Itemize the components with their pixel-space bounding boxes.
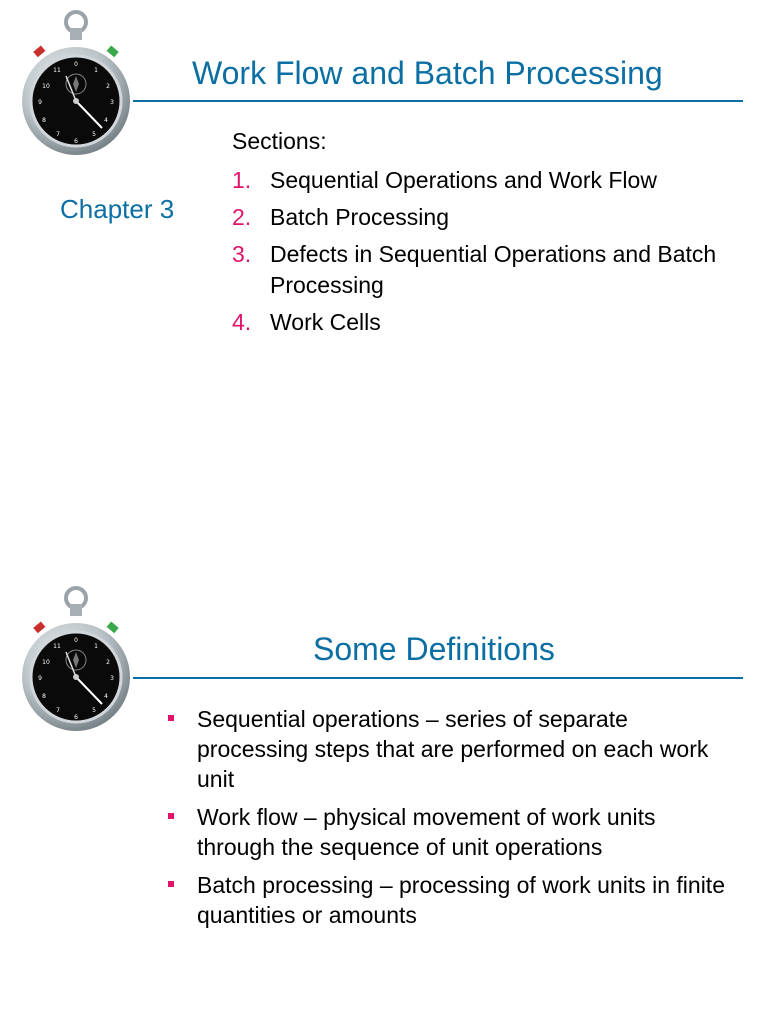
sections-heading: Sections:	[232, 128, 327, 154]
svg-text:9: 9	[38, 675, 42, 682]
list-item	[168, 704, 738, 794]
svg-text:5: 5	[92, 131, 96, 138]
svg-text:7: 7	[56, 131, 60, 138]
sections-list	[232, 165, 732, 344]
item-text: Sequential Operations and Work Flow	[270, 167, 657, 193]
item-number: 1.	[232, 167, 252, 193]
svg-text:3: 3	[110, 675, 114, 682]
svg-text:2: 2	[106, 659, 110, 666]
svg-text:7: 7	[56, 707, 60, 714]
svg-text:9: 9	[38, 99, 42, 106]
slide-title: Some Definitions	[313, 631, 555, 667]
svg-text:6: 6	[74, 138, 78, 145]
item-text: Batch processing – processing of work units in finite quantities or amounts	[197, 872, 725, 928]
list-item	[232, 165, 732, 196]
bullet-icon	[168, 881, 174, 887]
bullet-icon	[168, 813, 174, 819]
svg-text:1: 1	[94, 643, 98, 650]
item-number: 2.	[232, 204, 252, 230]
item-text: Work Cells	[270, 309, 381, 335]
item-text: Sequential operations – series of separate processing steps that are performed on each work unit	[197, 706, 709, 792]
svg-text:5: 5	[92, 707, 96, 714]
title-divider	[133, 677, 743, 679]
svg-text:4: 4	[104, 693, 108, 700]
item-text: Defects in Sequential Operations and Batch Processing	[270, 241, 717, 298]
item-number: 4.	[232, 309, 252, 335]
svg-text:8: 8	[42, 117, 46, 124]
item-text: Batch Processing	[270, 204, 449, 230]
list-item	[168, 802, 738, 862]
svg-text:8: 8	[42, 693, 46, 700]
title-divider	[133, 100, 743, 102]
item-number: 3.	[232, 241, 252, 267]
svg-text:3: 3	[110, 99, 114, 106]
svg-text:10: 10	[42, 83, 50, 90]
stopwatch-icon	[20, 10, 132, 160]
item-text: Work flow – physical movement of work units through the sequence of unit operations	[197, 804, 656, 860]
bullet-icon	[168, 715, 174, 721]
list-item	[232, 202, 732, 233]
svg-text:1: 1	[94, 67, 98, 74]
slide-2	[0, 576, 768, 1024]
definitions-list	[168, 704, 738, 938]
list-item	[168, 870, 738, 930]
chapter-label: Chapter 3	[60, 194, 175, 224]
svg-text:4: 4	[104, 117, 108, 124]
slide-title: Work Flow and Batch Processing	[192, 55, 663, 91]
svg-text:6: 6	[74, 714, 78, 721]
svg-text:11: 11	[53, 643, 61, 650]
svg-text:0: 0	[74, 637, 78, 644]
svg-text:11: 11	[53, 67, 61, 74]
stopwatch-icon	[20, 586, 132, 736]
svg-text:10: 10	[42, 659, 50, 666]
svg-text:0: 0	[74, 61, 78, 68]
svg-text:2: 2	[106, 83, 110, 90]
list-item	[232, 239, 732, 301]
list-item	[232, 307, 732, 338]
